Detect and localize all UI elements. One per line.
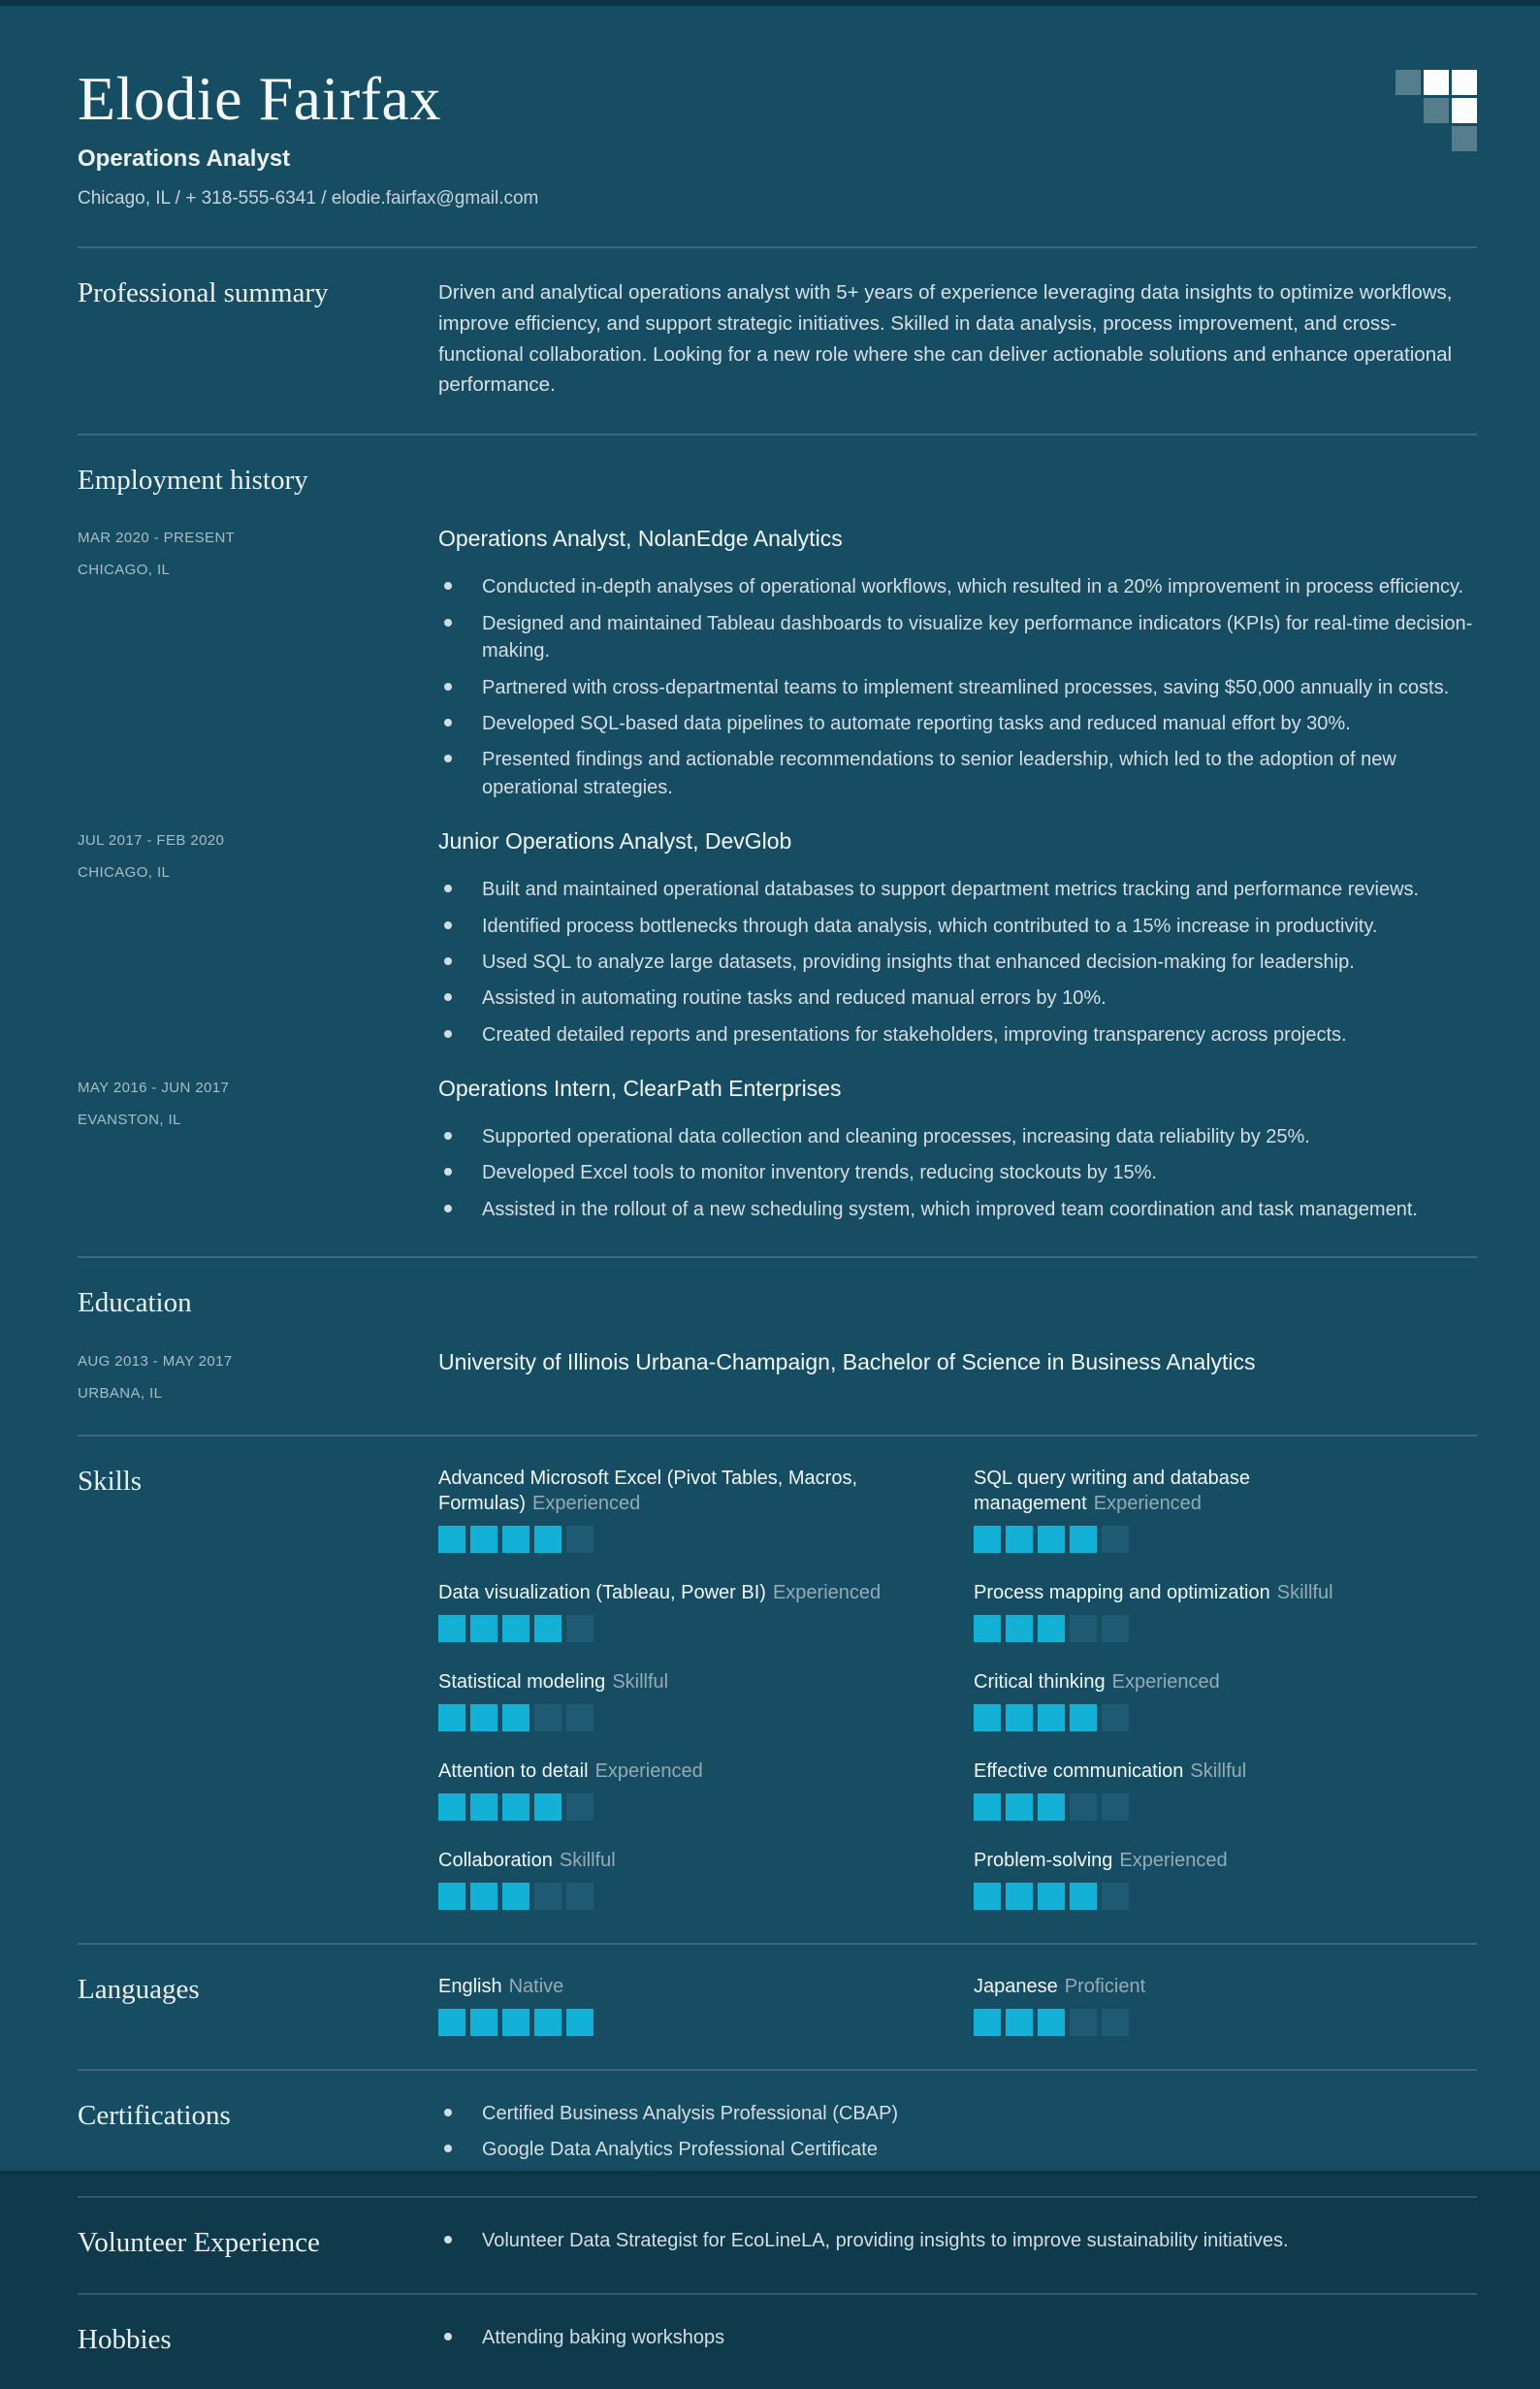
rating-square — [1038, 1615, 1065, 1642]
rating-square — [470, 1615, 497, 1642]
skill-label — [974, 1580, 1477, 1605]
skill-rating-bar — [438, 1704, 974, 1731]
rating-square — [1102, 2009, 1129, 2036]
skill-item — [438, 1466, 974, 1553]
rating-square — [534, 1615, 561, 1642]
skill-item — [974, 1848, 1477, 1910]
rating-square — [1102, 1793, 1129, 1821]
skill-rating-bar — [974, 1793, 1477, 1821]
section-heading: Languages — [78, 1973, 200, 2005]
bullet-item: Partnered with cross-departmental teams to implement streamlined processes, saving $50,000 annually in costs. — [438, 674, 1477, 701]
rating-square — [1006, 1615, 1033, 1642]
skill-name: Collaboration — [438, 1849, 553, 1871]
person-name: Elodie Fairfax — [78, 64, 441, 133]
rating-square — [1006, 1704, 1033, 1731]
bullet-item: Supported operational data collection and cleaning processes, increasing data reliability by 25%. — [438, 1123, 1477, 1150]
bullet-item: Certified Business Analysis Professional (CBAP) — [438, 2100, 1477, 2127]
bullet-item: Developed Excel tools to monitor inventory trends, reducing stockouts by 15%. — [438, 1159, 1477, 1186]
skill-level: Experienced — [594, 1759, 703, 1782]
rating-square — [566, 1883, 594, 1910]
entry-location: URBANA, IL — [78, 1384, 163, 1402]
rating-square — [502, 1793, 529, 1821]
rating-square — [470, 1526, 497, 1553]
entry-body — [438, 828, 1477, 1049]
language-label — [974, 1974, 1477, 1999]
entry-location: CHICAGO, IL — [78, 562, 171, 579]
skill-label — [974, 1466, 1477, 1516]
rating-square — [1102, 1615, 1129, 1642]
skill-level: Experienced — [1119, 1849, 1228, 1871]
entry-meta — [78, 828, 438, 1049]
section-education — [78, 1256, 1477, 1434]
entry-bullets — [438, 573, 1477, 801]
skill-name: Process mapping and optimization — [974, 1581, 1270, 1603]
summary-text: Driven and analytical operations analyst with 5+ years of experience leveraging data insights to optimize workflows, improve efficiency, and support strategic initiatives. Skilled in data analysis, process improvement, and cross-functional collaboration. Looking for a new role where she can deliver actionable solutions and enhance operational performance. — [438, 281, 1453, 397]
rating-square — [438, 1883, 465, 1910]
rating-square — [438, 1704, 465, 1731]
entry-meta — [78, 526, 438, 801]
skill-rating-bar — [438, 1883, 974, 1910]
language-item — [974, 1974, 1477, 2036]
bullet-item: Assisted in automating routine tasks and reduced manual errors by 10%. — [438, 985, 1477, 1012]
entry-body — [438, 526, 1477, 801]
bullet-item: Assisted in the rollout of a new scheduling system, which improved team coordination and task management. — [438, 1196, 1477, 1223]
skill-item — [438, 1669, 974, 1731]
skill-name: Statistical modeling — [438, 1670, 606, 1693]
rating-square — [438, 2009, 465, 2036]
rating-square — [1038, 1883, 1065, 1910]
skill-item — [438, 1848, 974, 1910]
entry-bullets — [438, 876, 1477, 1049]
entry-dates: MAY 2016 - JUN 2017 — [78, 1080, 230, 1097]
section-hobbies — [78, 2293, 1477, 2389]
bullet-item: Identified process bottlenecks through data analysis, which contributed to a 15% increase in productivity. — [438, 913, 1477, 940]
rating-square — [566, 1793, 594, 1821]
language-rating-bar — [974, 2009, 1477, 2036]
skill-level: Experienced — [1093, 1492, 1202, 1514]
bullet-item: Conducted in-depth analyses of operational workflows, which resulted in a 20% improvement in process efficiency. — [438, 573, 1477, 600]
skill-rating-bar — [974, 1704, 1477, 1731]
section-volunteer-experience — [78, 2196, 1477, 2292]
degree-title: University of Illinois Urbana-Champaign, Bachelor of Science in Business Analytics — [438, 1348, 1256, 1374]
language-item — [438, 1974, 974, 2036]
bullet-item: Attending baking workshops — [438, 2324, 1477, 2351]
rating-square — [1006, 2009, 1033, 2036]
rating-square — [1102, 1883, 1129, 1910]
bullet-item: Created detailed reports and presentations for stakeholders, improving transparency across projects. — [438, 1021, 1477, 1049]
bullet-item: Used SQL to analyze large datasets, providing insights that enhanced decision-making for leadership. — [438, 949, 1477, 976]
bullet-item: Developed SQL-based data pipelines to automate reporting tasks and reduced manual effort by 30%. — [438, 710, 1477, 737]
skill-level: Skillful — [1190, 1759, 1247, 1782]
language-level: Proficient — [1064, 1975, 1146, 1997]
rating-square — [974, 1883, 1001, 1910]
skill-name: Attention to detail — [438, 1759, 589, 1782]
skill-label — [438, 1466, 974, 1516]
skill-rating-bar — [438, 1526, 974, 1553]
entry-title: Operations Analyst, NolanEdge Analytics — [438, 526, 843, 552]
rating-square — [470, 2009, 497, 2036]
rating-square — [1102, 1526, 1129, 1553]
rating-square — [502, 1615, 529, 1642]
rating-square — [566, 1615, 594, 1642]
section-heading: Volunteer Experience — [78, 2227, 320, 2259]
skill-label — [438, 1669, 974, 1695]
skill-label — [974, 1759, 1477, 1784]
rating-square — [566, 1704, 594, 1731]
language-label — [438, 1974, 974, 1999]
skill-level: Skillful — [612, 1670, 669, 1693]
rating-square — [534, 1793, 561, 1821]
rating-square — [438, 1526, 465, 1553]
entry-location: EVANSTON, IL — [78, 1112, 181, 1129]
rating-square — [470, 1704, 497, 1731]
language-level: Native — [508, 1975, 564, 1997]
language-name: English — [438, 1975, 502, 1997]
employment-entry — [78, 526, 1477, 801]
skill-name: Data visualization (Tableau, Power BI) — [438, 1581, 766, 1603]
rating-square — [974, 1704, 1001, 1731]
section-heading: Hobbies — [78, 2323, 172, 2355]
entry-bullets — [438, 1123, 1477, 1223]
section-heading: Skills — [78, 1465, 143, 1497]
skill-label — [438, 1848, 974, 1873]
language-rating-bar — [438, 2009, 974, 2036]
rating-square — [438, 1793, 465, 1821]
grid-logo-icon — [1396, 70, 1477, 151]
entry-title: Operations Intern, ClearPath Enterprises — [438, 1076, 842, 1102]
section-employment-history — [78, 434, 1477, 1256]
entry-location: CHICAGO, IL — [78, 864, 171, 882]
skill-name: Advanced Microsoft Excel (Pivot Tables, Macros, Formulas) — [438, 1467, 858, 1514]
skill-name: Problem-solving — [974, 1849, 1113, 1871]
rating-square — [974, 1526, 1001, 1553]
top-edge-band — [0, 0, 1540, 6]
rating-square — [1006, 1883, 1033, 1910]
entry-dates: AUG 2013 - MAY 2017 — [78, 1352, 233, 1370]
bullet-item: Built and maintained operational databases to support department metrics tracking and performance reviews. — [438, 876, 1477, 903]
rating-square — [1038, 1526, 1065, 1553]
rating-square — [1102, 1704, 1129, 1731]
skill-rating-bar — [974, 1526, 1477, 1553]
skill-item — [438, 1759, 974, 1821]
rating-square — [438, 1615, 465, 1642]
employment-entry — [78, 1076, 1477, 1223]
rating-square — [502, 1704, 529, 1731]
skill-item — [974, 1759, 1477, 1821]
rating-square — [534, 1526, 561, 1553]
skill-rating-bar — [974, 1883, 1477, 1910]
rating-square — [534, 1883, 561, 1910]
entry-title: Junior Operations Analyst, DevGlob — [438, 828, 792, 855]
skill-level: Experienced — [532, 1492, 641, 1514]
skill-rating-bar — [438, 1615, 974, 1642]
rating-square — [534, 1704, 561, 1731]
skill-item — [438, 1580, 974, 1642]
entry-meta — [78, 1349, 438, 1402]
rating-square — [502, 1883, 529, 1910]
rating-square — [1070, 1704, 1097, 1731]
skill-level: Experienced — [1111, 1670, 1220, 1693]
section-heading: Certifications — [78, 2099, 231, 2131]
education-entry — [78, 1349, 1477, 1402]
rating-square — [1070, 1615, 1097, 1642]
section-heading: Education — [78, 1287, 192, 1319]
language-name: Japanese — [974, 1975, 1058, 1997]
rating-square — [1070, 2009, 1097, 2036]
skill-label — [438, 1580, 974, 1605]
skill-item — [974, 1580, 1477, 1642]
rating-square — [566, 2009, 594, 2036]
bullet-item: Designed and maintained Tableau dashboards to visualize key performance indicators (KPIs) for real-time decision-making. — [438, 610, 1477, 665]
entry-dates: MAR 2020 - PRESENT — [78, 530, 236, 547]
rating-square — [1038, 1793, 1065, 1821]
rating-square — [1006, 1793, 1033, 1821]
employment-entry — [78, 828, 1477, 1049]
skill-rating-bar — [974, 1615, 1477, 1642]
certifications-list — [438, 2100, 1477, 2164]
languages-grid — [438, 1974, 1477, 2036]
volunteer-list — [438, 2227, 1477, 2254]
skill-item — [974, 1466, 1477, 1553]
skill-level: Experienced — [772, 1581, 882, 1603]
section-professional-summary — [78, 246, 1477, 434]
rating-square — [502, 1526, 529, 1553]
contact-line: Chicago, IL / + 318-555-6341 / elodie.fairfax@gmail.com — [78, 188, 539, 209]
rating-square — [1038, 1704, 1065, 1731]
resume-header — [78, 64, 1477, 210]
rating-square — [974, 2009, 1001, 2036]
rating-square — [1006, 1526, 1033, 1553]
rating-square — [1070, 1883, 1097, 1910]
skill-rating-bar — [438, 1793, 974, 1821]
entry-body — [438, 1349, 1477, 1402]
skill-label — [974, 1669, 1477, 1695]
skill-name: Effective communication — [974, 1759, 1184, 1782]
skills-grid — [438, 1466, 1477, 1910]
rating-square — [1070, 1526, 1097, 1553]
skill-label — [974, 1848, 1477, 1873]
section-skills — [78, 1435, 1477, 1943]
job-title: Operations Analyst — [78, 145, 291, 172]
entry-meta — [78, 1076, 438, 1223]
rating-square — [1038, 2009, 1065, 2036]
rating-square — [534, 2009, 561, 2036]
rating-square — [974, 1793, 1001, 1821]
section-certifications — [78, 2069, 1477, 2197]
skill-label — [438, 1759, 974, 1784]
bullet-item: Presented findings and actionable recommendations to senior leadership, which led to the adoption of new operational strategies. — [438, 746, 1477, 801]
hobbies-list — [438, 2324, 1477, 2351]
bullet-item: Google Data Analytics Professional Certificate — [438, 2136, 1477, 2163]
rating-square — [470, 1883, 497, 1910]
skill-name: SQL query writing and database management — [974, 1467, 1250, 1514]
skill-level: Skillful — [1276, 1581, 1333, 1603]
rating-square — [1070, 1793, 1097, 1821]
skill-level: Skillful — [559, 1849, 616, 1871]
bottom-edge-band — [0, 2171, 1540, 2177]
rating-square — [974, 1615, 1001, 1642]
skill-name: Critical thinking — [974, 1670, 1106, 1693]
section-heading: Employment history — [78, 465, 308, 497]
section-heading: Professional summary — [78, 277, 329, 308]
bullet-item: Volunteer Data Strategist for EcoLineLA, providing insights to improve sustainability initiatives. — [438, 2227, 1477, 2254]
rating-square — [566, 1526, 594, 1553]
entry-dates: JUL 2017 - FEB 2020 — [78, 832, 225, 850]
entry-body — [438, 1076, 1477, 1223]
rating-square — [470, 1793, 497, 1821]
rating-square — [502, 2009, 529, 2036]
skill-item — [974, 1669, 1477, 1731]
section-languages — [78, 1943, 1477, 2069]
